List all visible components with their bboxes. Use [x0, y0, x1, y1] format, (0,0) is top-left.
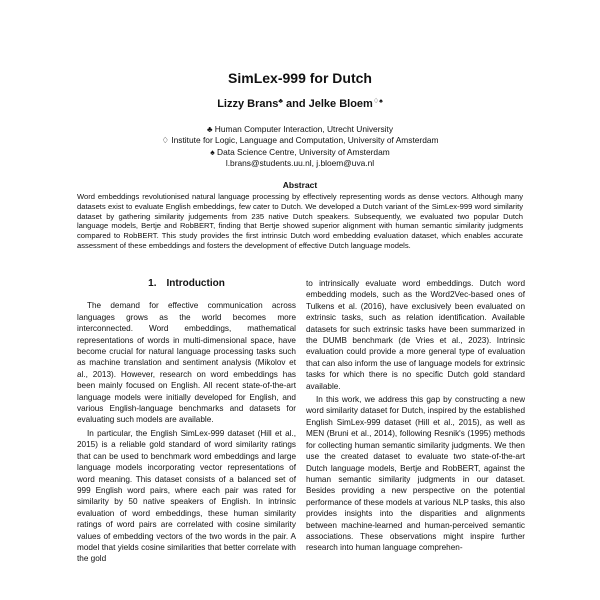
right-column [306, 278, 525, 554]
contact-emails: l.brans@students.uu.nl, j.bloem@uva.nl [225, 158, 375, 169]
author-affiliation-mark: ♢♠ [372, 98, 383, 105]
body-paragraph: The demand for effective communication across languages grows as the world becomes more interconnected. Word embeddings, mathematical representations of words in multi-dimensional space, have become crucial for natural language processing tasks such as machine translation and sentiment analysis (Mikolov et al., 2013). However, research on word embeddings has been mainly focused on English. All recent state-of-the-art language models were initially developed for English, and various English-language benchmarks and datasets for evaluating such models are available. [77, 301, 296, 425]
abstract-text: Word embeddings revolutionised natural language processing by effectively representing words as dense vectors. Although many datasets exist to evaluate English embeddings, few cater to Dutch. We developed a Dutch variant of the SimLex-999 word similarity dataset by gathering similarity judgements from 235 native Dutch speakers. Subsequently, we evaluated two popular Dutch language models, Bertje and RobBERT, finding that Bertje showed superior alignment with human semantic similarity judgments compared to RobBERT. This study provides the first intrinsic Dutch word embedding evaluation dataset, which enables accurate assessment of these embeddings and fosters the development of effective Dutch language models. [77, 192, 523, 250]
author-name: Jelke Bloem [308, 98, 373, 110]
section-heading: 1. Introduction [148, 278, 225, 289]
author-name: Lizzy Brans [217, 98, 279, 110]
author-affiliation-mark: ♣ [278, 98, 283, 105]
body-paragraph: In this work, we address this gap by constructing a new word similarity dataset for Dutch, inspired by the established English SimLex-999 dataset (Hill et al., 2015), as well as MEN (Bruni et al., 2014), following Resnik's (1995) methods for collecting human semantic similarity judgments. We then use the created dataset to evaluate two state-of-the-art Dutch language models, Bertje and RobBERT, against the human semantic similarity judgments in our dataset. Besides providing a new perspective on the potential performance of these models at various NLP tasks, this also provides insights into the disparities and alignments between machine-learned and human-perceived semantic associations. These observations might inspire further research into human language comprehen- [306, 395, 525, 553]
affiliations [0, 124, 600, 170]
abstract-heading: Abstract [282, 180, 318, 190]
body-paragraph: to intrinsically evaluate word embeddings. Dutch word embedding models, such as the Word2Vec-based ones of Tulkens et al. (2016), have exclusively been evaluated on extrinsic tasks, such as relation identification. Available datasets for such extrinsic tasks have been summarized in the DUMB benchmark (de Vries et al., 2023). Intrinsic evaluation could provide a more general type of evaluation that can also inform the use of language models for extrinsic tasks for which there is no specific Dutch gold standard available. [306, 279, 525, 391]
author-line [0, 97, 600, 110]
author-separator: and [285, 98, 306, 110]
body-paragraph: In particular, the English SimLex-999 dataset (Hill et al., 2015) is a reliable gold standard of word similarity ratings that can be used to benchmark word embeddings and large language models incorporating vector representations of word meaning. This dataset consists of a balanced set of 999 English word pairs, where each pair was rated for similarity by 50 native speakers of English. In intrinsic evaluation of word embeddings, these human similarity ratings of word pairs are correlated with cosine similarity values of embedding vectors of the two words in the pair. A model that yields cosine similarities that better correlate with the gold [77, 428, 296, 564]
paper-title: SimLex-999 for Dutch [228, 70, 372, 86]
affiliation-line: ♣ Human Computer Interaction, Utrecht University [206, 124, 394, 134]
affiliation-line: ♢ Institute for Logic, Language and Computation, University of Amsterdam [161, 135, 439, 146]
left-column [77, 278, 296, 565]
affiliation-line: ♠ Data Science Centre, University of Amsterdam [210, 146, 390, 157]
